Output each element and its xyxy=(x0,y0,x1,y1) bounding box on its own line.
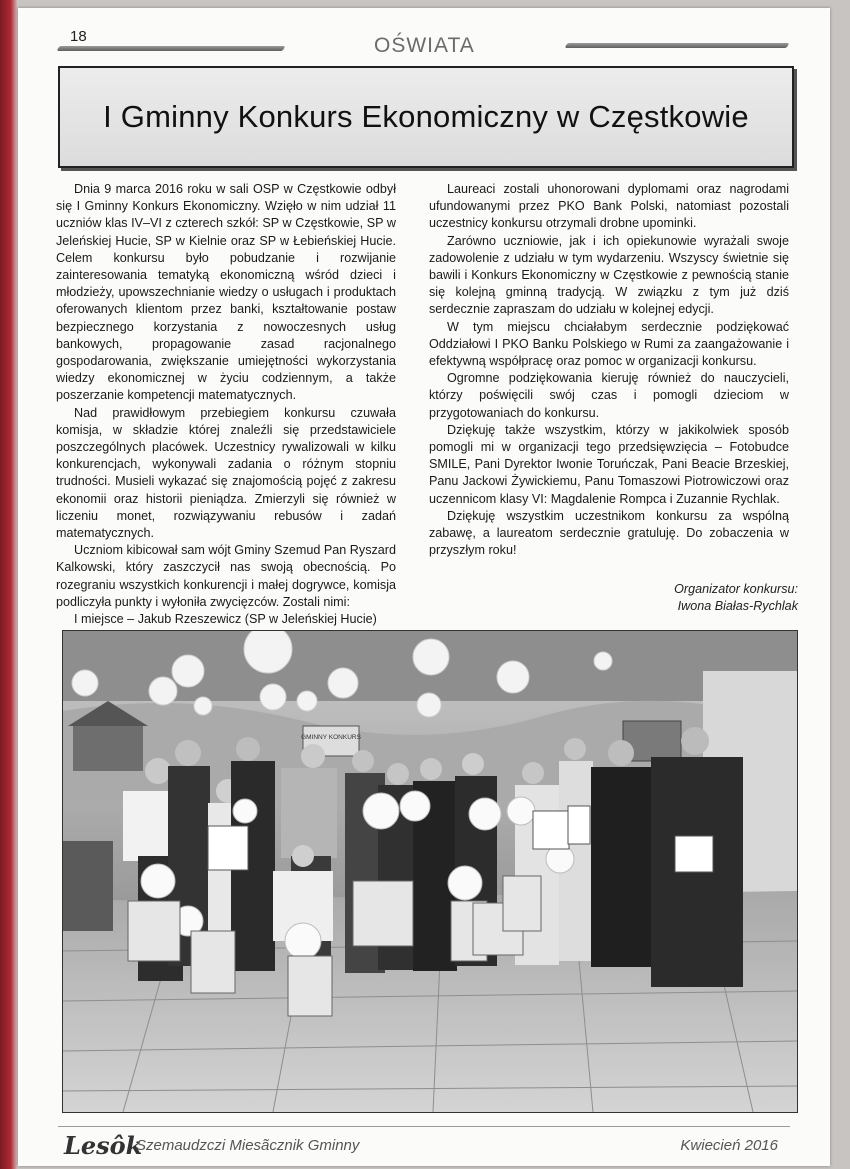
page-footer xyxy=(58,1126,790,1160)
event-sign-text: GMINNY KONKURS xyxy=(301,734,361,741)
paragraph: Dnia 9 marca 2016 roku w sali OSP w Częstkowie odbył się I Gminny Konkurs Ekonomiczny. Wzięło w nim udział 11 uczniów klas IV–VI z czterech szkół: SP w Częstkowie, SP w Jeleńskiej Hucie, SP w Kielnie oraz SP w Łebieńskiej Hucie. Celem konkursu było pobudzanie i rozwijanie zainteresowania tematyką ekonomiczną wśród dzieci i młodzieży, upowszechnianie wiedzy o usługach i produktach oferowanych klientom przez banki, kształtowanie postaw bezpiecznego korzystania z nowoczesnych usług bankowych, propagowanie zasad racjonalnego gospodarowania, zwiększanie umiejętności wykorzystania wiedzy ekonomicznej w życiu codziennym, a także poszerzanie kompetencji matematycznych. xyxy=(56,182,396,403)
paragraph: Nad prawidłowym przebiegiem konkursu czuwała komisja, w składzie której znaleźli się przedstawiciele poszczególnych placówek. Uczestnicy rywalizowali w kilku konkurencjach, wykonywali zadania o różnym stopniu trudności. Musieli wykazać się znajomością pojęć z zakresu ekonomii oraz historii pieniądza. Zmierzyli się również w liczeniu monet, rozwiązywaniu rebusów i zadań matematycznych. xyxy=(56,405,396,541)
header-rule-right xyxy=(565,43,790,48)
group-photo-illustration xyxy=(63,631,797,1112)
paragraph: Laureaci zostali uhonorowani dyplomami oraz nagrodami ufundowanymi przez PKO Bank Polski, natomiast pozostali uczestnicy konkursu otrzymali drobne upominki. xyxy=(429,182,789,231)
article-column-right xyxy=(429,181,789,559)
paragraph: Dziękuję wszystkim uczestnikom konkursu za wspólną zabawę, a laureatom serdecznie gratuluję. Do zobaczenia w przyszłym roku! xyxy=(429,508,789,558)
group-photo xyxy=(62,630,798,1113)
page-number: 18 xyxy=(70,28,87,45)
winner-first: I miejsce – Jakub Rzeszewicz (SP w Jeleńskiej Hucie) xyxy=(74,612,377,627)
paragraph: Uczniom kibicował sam wójt Gminy Szemud Pan Ryszard Kalkowski, który zaszczycił nas swoją obecnością. Po rozegraniu wszystkich konkurencji i małej dogrywce, komisja podliczyła punkty i wyłoniła zwycięzców. Zostali nimi: xyxy=(56,543,396,609)
issue-date: Kwiecień 2016 xyxy=(680,1137,778,1154)
mural-house xyxy=(73,726,143,771)
signature-name: Iwona Białas-Rychlak xyxy=(677,599,798,614)
magazine-name: Szemaudzczi Miesãcznik Gminny xyxy=(136,1137,360,1154)
magazine-logo: Lesôk xyxy=(64,1131,143,1160)
article-column-left xyxy=(56,181,396,663)
section-title: OŚWIATA xyxy=(374,34,475,57)
headline-box xyxy=(58,66,794,168)
paragraph: Dziękuję także wszystkim, którzy w jakikolwiek sposób pomogli mi w organizacji tego przedsięwzięcia – Fotobudce SMILE, Pani Dyrektor Iwonie Toruńczak, Pani Beacie Brzeskiej, Panu Jackowi Żywickiemu, Panu Tomaszowi Piotrowiczowi oraz uczennicom klasy VI: Magdalenie Rompca i Zuzannie Rychlak. xyxy=(429,422,789,506)
header-rule-left xyxy=(57,46,286,51)
paragraph: Zarówno uczniowie, jak i ich opiekunowie wyrażali swoje zadowolenie z udziału w tym wydarzeniu. Wszyscy świetnie się bawili i Konkurs Ekonomiczny w Częstkowie z pewnością stanie się kolejną gminną tradycją. W związku z tym już dziś serdecznie zapraszam do udziału w kolejnej edycji. xyxy=(429,233,789,317)
table xyxy=(63,841,113,931)
signature xyxy=(674,581,798,615)
signature-role: Organizator konkursu: xyxy=(674,582,798,596)
magazine-spine xyxy=(0,0,18,1169)
magazine-page xyxy=(18,8,830,1166)
article-title: I Gminny Konkurs Ekonomiczny w Częstkowie xyxy=(103,99,749,134)
paragraph: Ogromne podziękowania kieruję również do nauczycieli, którzy poświęcili swój czas i pomogli dzieciom w przygotowaniach do konkursu. xyxy=(429,371,789,420)
paragraph: W tym miejscu chciałabym serdecznie podziękować Oddziałowi I PKO Banku Polskiego w Rumi za zaangażowanie i efektywną współpracę oraz pomoc w organizacji konkursu. xyxy=(429,319,789,369)
